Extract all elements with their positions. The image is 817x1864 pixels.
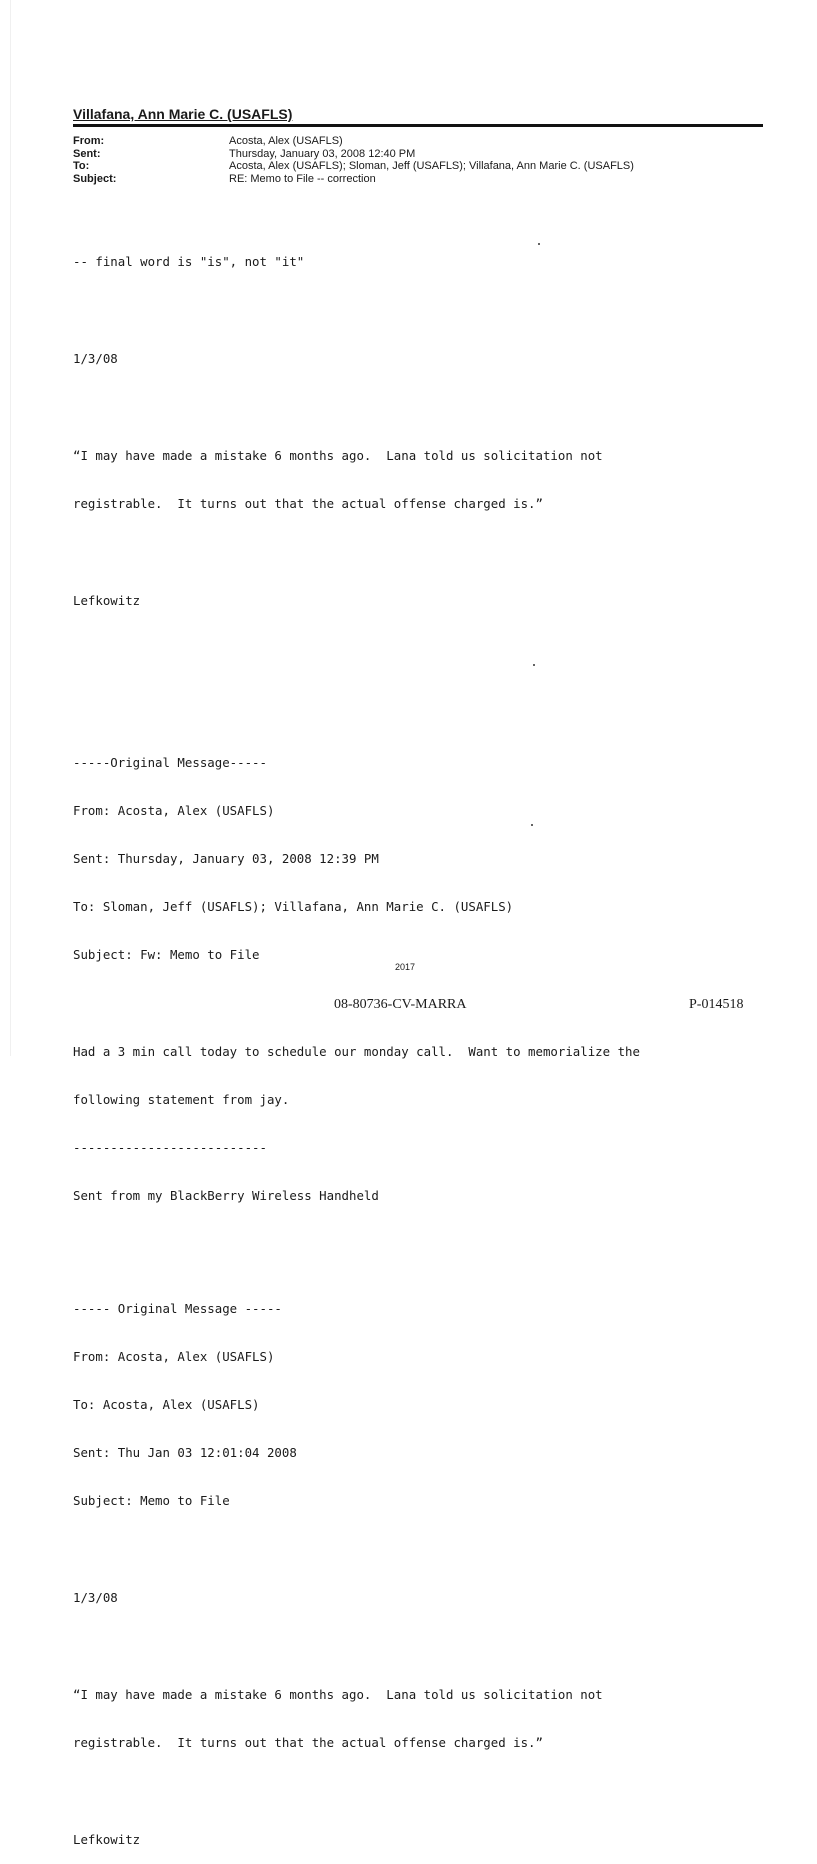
- from-label: From:: [73, 135, 105, 147]
- email-body: [73, 222, 763, 1864]
- original-subject: Subject: Memo to File: [73, 1493, 230, 1508]
- from-value: Acosta, Alex (USAFLS): [229, 135, 343, 147]
- original-subject: Subject: Fw: Memo to File: [73, 947, 260, 962]
- to-value: Acosta, Alex (USAFLS); Sloman, Jeff (USAFLS); Villafana, Ann Marie C. (USAFLS): [229, 160, 634, 172]
- quote-line: “I may have made a mistake 6 months ago. Lana told us solicitation not: [73, 1687, 603, 1702]
- to-label: To:: [73, 160, 90, 172]
- quote-line: “I may have made a mistake 6 months ago. Lana told us solicitation not: [73, 448, 603, 463]
- spacer: [73, 544, 763, 561]
- email-header: [73, 135, 763, 185]
- bates-number: P-014518: [689, 997, 744, 1012]
- signoff: Lefkowitz: [73, 593, 141, 608]
- header-rule: [73, 124, 763, 127]
- quote-line: registrable. It turns out that the actual offense charged is.”: [73, 496, 543, 511]
- spacer: [73, 399, 763, 416]
- page-number: 2017: [395, 962, 416, 972]
- subject-row: [73, 173, 763, 186]
- spacer: [73, 1638, 763, 1655]
- scan-speck: [531, 824, 533, 826]
- dash-divider: --------------------------: [73, 1140, 267, 1155]
- date-line: 1/3/08: [73, 1590, 118, 1605]
- original-to: To: Acosta, Alex (USAFLS): [73, 1397, 260, 1412]
- to-row: [73, 160, 763, 173]
- spacer: [73, 1236, 763, 1269]
- original-sent: Sent: Thu Jan 03 12:01:04 2008: [73, 1445, 297, 1460]
- quote-line: registrable. It turns out that the actual offense charged is.”: [73, 1735, 543, 1750]
- sent-value: Thursday, January 03, 2008 12:40 PM: [229, 147, 416, 160]
- scan-speck: [538, 243, 540, 245]
- signoff: Lefkowitz: [73, 1832, 141, 1847]
- scan-edge: [10, 0, 11, 1056]
- subject-label: Subject:: [73, 172, 117, 185]
- spacer: [73, 302, 763, 319]
- spacer: [73, 1783, 763, 1800]
- mailbox-owner-title: Villafana, Ann Marie C. (USAFLS): [73, 106, 293, 122]
- original-from: From: Acosta, Alex (USAFLS): [73, 803, 275, 818]
- blackberry-signature: Sent from my BlackBerry Wireless Handheld: [73, 1188, 379, 1203]
- sent-row: [73, 148, 763, 161]
- scan-speck: [533, 664, 535, 666]
- case-number: 08-80736-CV-MARRA: [334, 997, 467, 1012]
- subject-value: RE: Memo to File -- correction: [229, 172, 376, 185]
- original-message-separator: ----- Original Message -----: [73, 1301, 282, 1316]
- original-sent: Sent: Thursday, January 03, 2008 12:39 PM: [73, 851, 379, 866]
- original-to: To: Sloman, Jeff (USAFLS); Villafana, Ann Marie C. (USAFLS): [73, 899, 514, 914]
- correction-line: -- final word is "is", not "it": [73, 254, 305, 269]
- from-row: [73, 135, 763, 148]
- date-line: 1/3/08: [73, 351, 118, 366]
- spacer: [73, 706, 763, 723]
- spacer: [73, 1541, 763, 1558]
- spacer: [73, 641, 763, 674]
- original-message-separator: -----Original Message-----: [73, 755, 267, 770]
- sent-label: Sent:: [73, 147, 101, 160]
- message-text: Had a 3 min call today to schedule our monday call. Want to memorialize the: [73, 1044, 640, 1059]
- message-text: following statement from jay.: [73, 1092, 290, 1107]
- original-from: From: Acosta, Alex (USAFLS): [73, 1349, 275, 1364]
